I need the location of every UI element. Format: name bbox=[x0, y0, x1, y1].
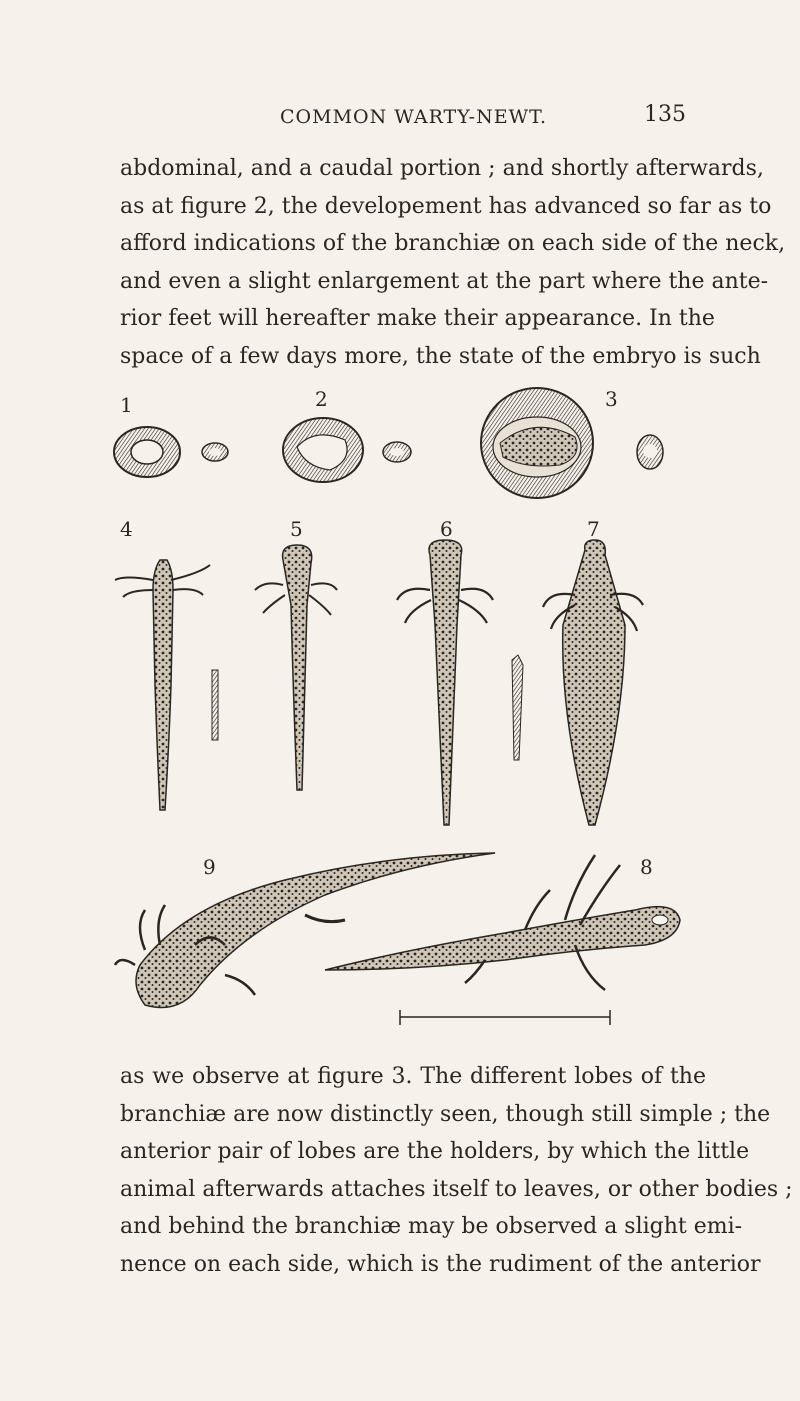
figure-number: 4 bbox=[120, 517, 133, 541]
page-number: 135 bbox=[644, 102, 686, 127]
text-line: and even a slight enlargement at the part where the ante- bbox=[120, 268, 769, 294]
text-line: rior feet will hereafter make their appearance. In the bbox=[120, 306, 715, 331]
larva-figure-5 bbox=[255, 545, 337, 790]
text-line: as at figure 2, the developement has advanced so far as to bbox=[120, 193, 772, 219]
text-line: space of a few days more, the state of the embryo is such bbox=[120, 343, 761, 369]
figure-number: 1 bbox=[120, 393, 133, 417]
egg-figure-2 bbox=[283, 418, 411, 482]
larva-figure-7 bbox=[543, 540, 643, 825]
running-title: COMMON WARTY-NEWT. bbox=[280, 106, 548, 128]
engraving-plate bbox=[105, 385, 700, 1035]
text-line: branchiæ are now distinctly seen, though still simple ; the bbox=[120, 1101, 771, 1127]
egg-figure-3 bbox=[481, 388, 663, 498]
text-line: animal afterwards attaches itself to leaves, or other bodies ; bbox=[120, 1176, 793, 1202]
paragraph-top bbox=[120, 150, 786, 375]
figure-number: 6 bbox=[440, 517, 453, 541]
figure-number: 9 bbox=[203, 855, 216, 879]
paragraph-bottom bbox=[120, 1058, 793, 1283]
figure-number: 2 bbox=[315, 387, 328, 411]
text-line: and behind the branchiæ may be observed a slight emi- bbox=[120, 1214, 743, 1239]
figure-number: 7 bbox=[587, 517, 600, 541]
egg-figure-1 bbox=[114, 427, 228, 477]
text-line: nence on each side, which is the rudiment of the anterior bbox=[120, 1251, 761, 1277]
scale-bar bbox=[400, 1010, 610, 1025]
text-line: as we observe at figure 3. The different lobes of the bbox=[120, 1064, 706, 1089]
text-line: abdominal, and a caudal portion ; and shortly afterwards, bbox=[120, 156, 764, 181]
figure-number: 8 bbox=[640, 855, 653, 879]
page-header bbox=[120, 102, 686, 136]
text-line: anterior pair of lobes are the holders, by which the little bbox=[120, 1139, 750, 1164]
figure-number: 3 bbox=[605, 387, 618, 411]
larva-figure-4 bbox=[115, 560, 218, 810]
figure-number: 5 bbox=[290, 517, 303, 541]
larva-figure-6 bbox=[397, 540, 523, 825]
text-line: afford indications of the branchiæ on each side of the neck, bbox=[120, 231, 786, 256]
larva-figure-9 bbox=[115, 853, 495, 1008]
newt-development-illustration bbox=[105, 385, 700, 1035]
